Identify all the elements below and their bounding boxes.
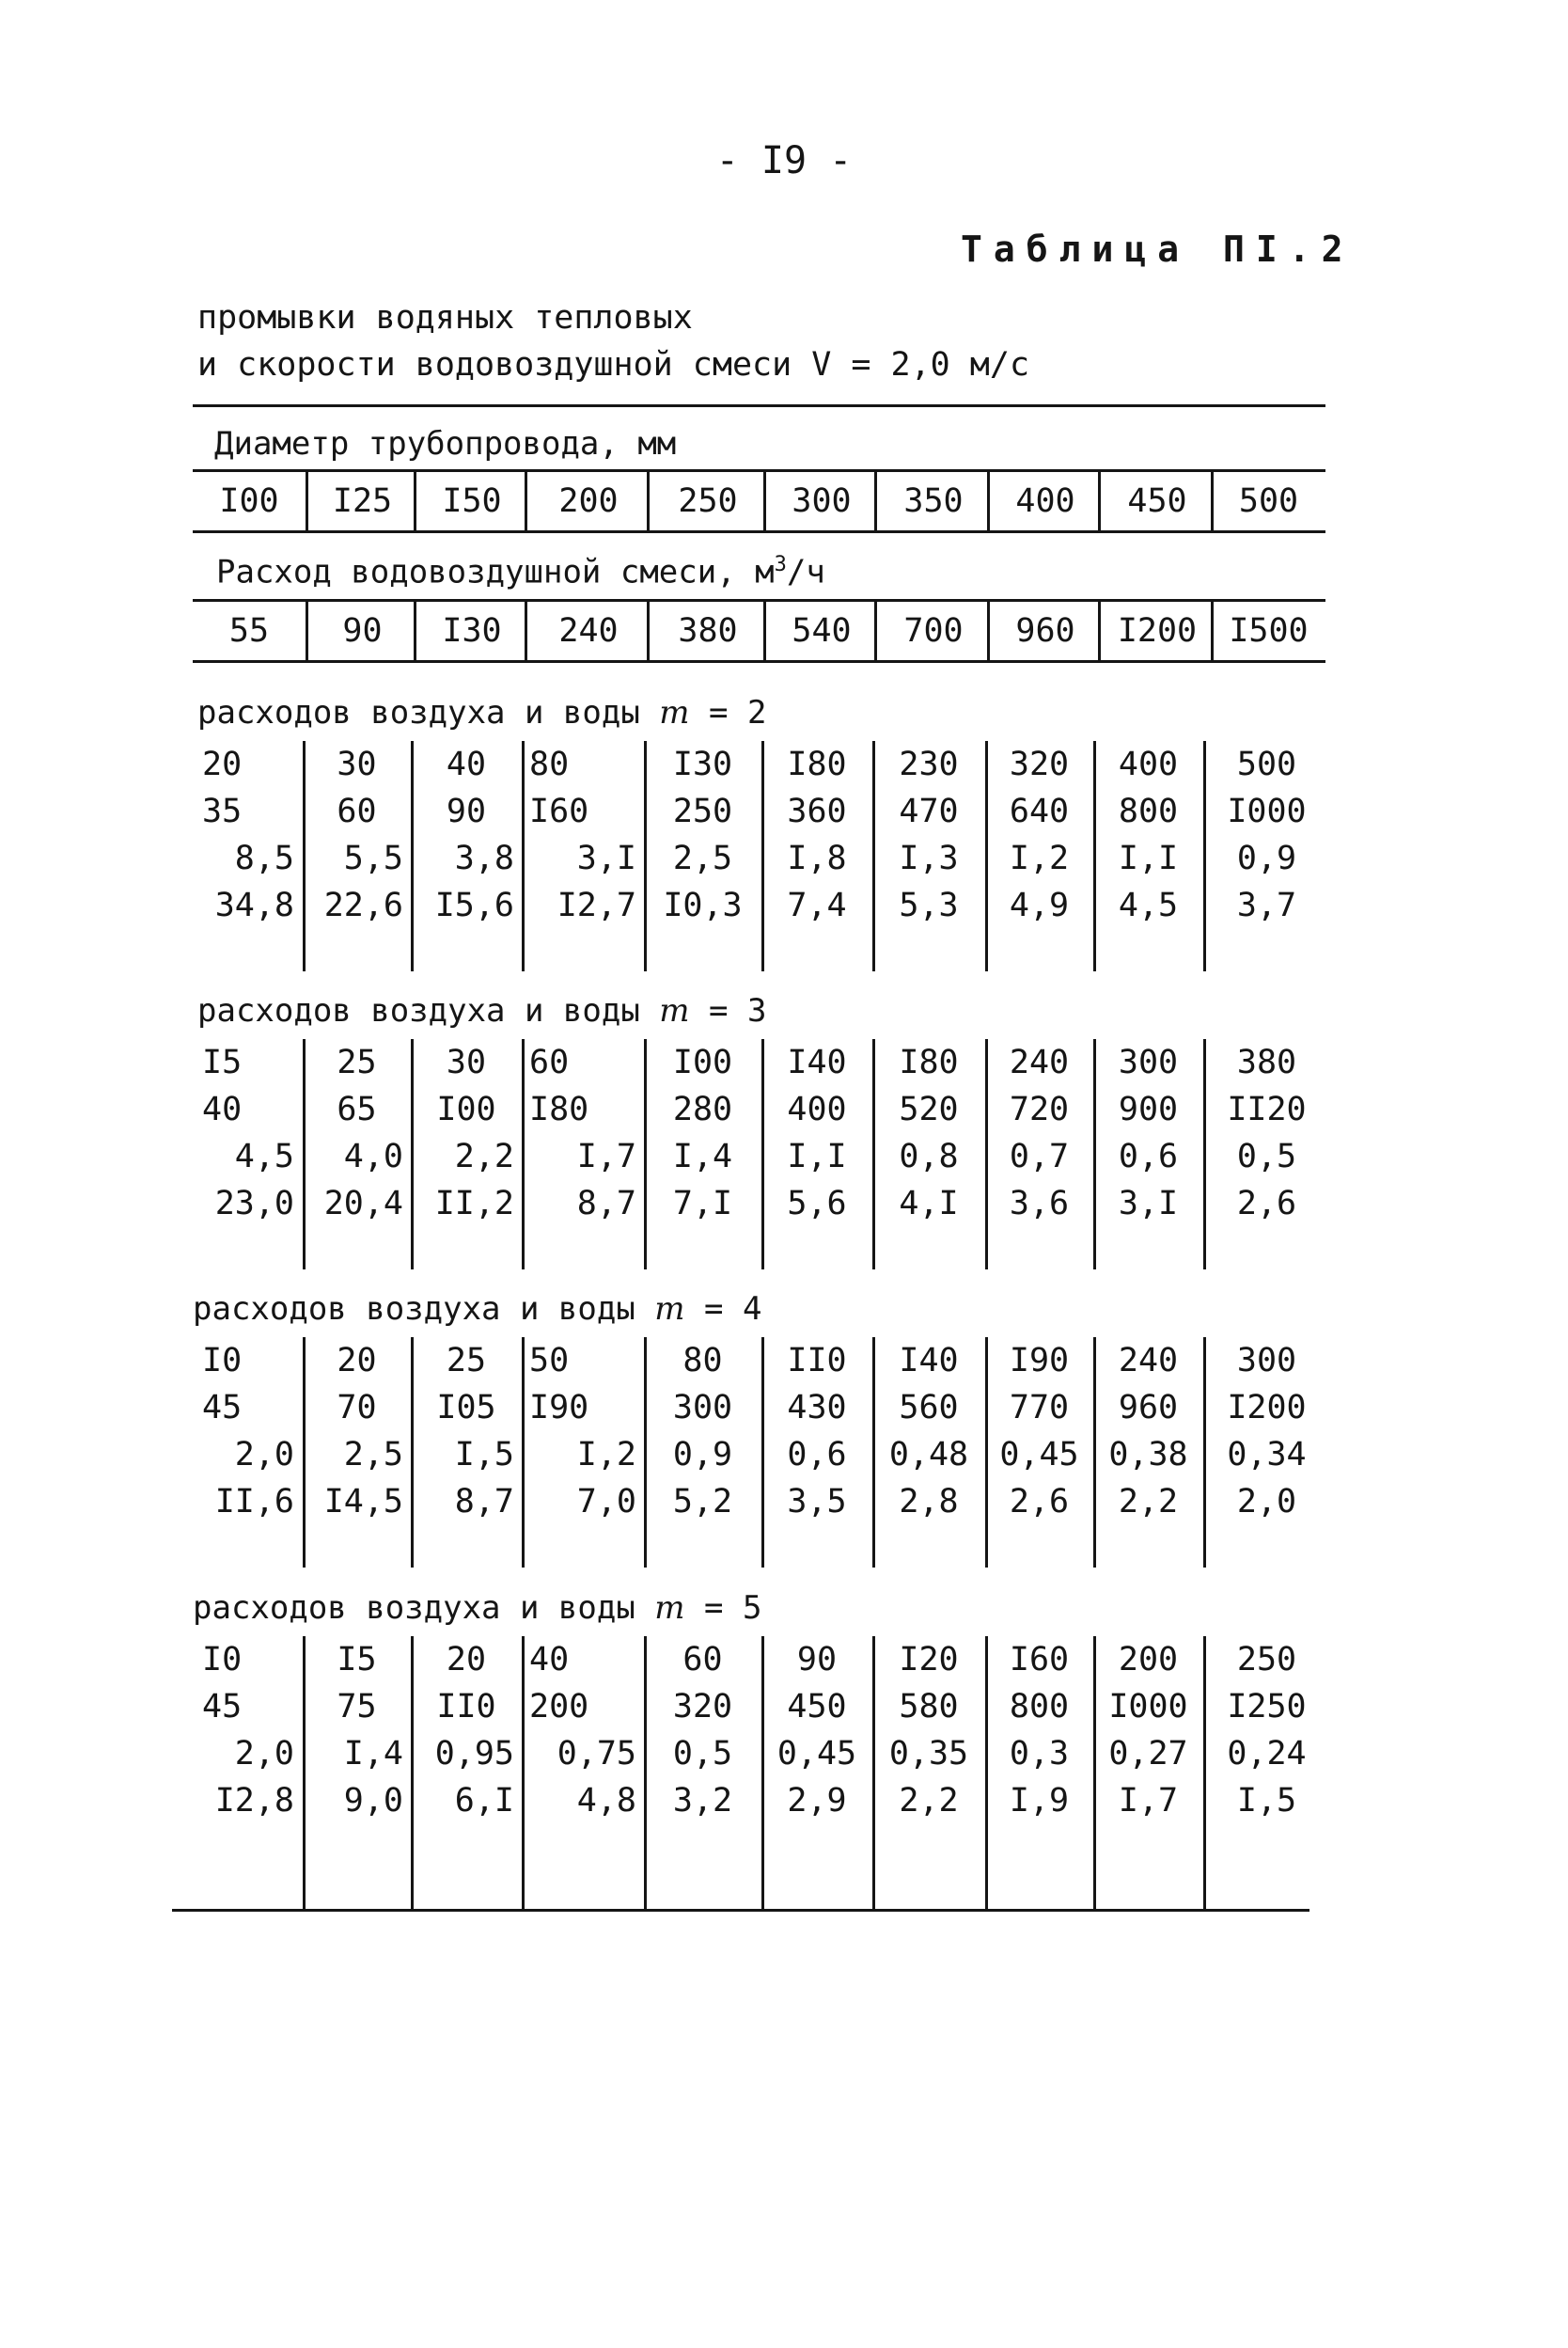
column-separator xyxy=(1093,1039,1096,1269)
table-cell: I30 xyxy=(672,746,733,783)
table-cell: I,4 xyxy=(672,1138,733,1175)
table-cell: I60 xyxy=(1009,1641,1070,1678)
section-title-text: расходов воздуха и воды xyxy=(193,1290,655,1328)
table-cell: 4,8 xyxy=(576,1782,636,1820)
section-title xyxy=(193,1589,761,1627)
table-cell: 280 xyxy=(672,1091,733,1128)
table-cell: 40 xyxy=(529,1641,570,1678)
flow-cell: 90 xyxy=(306,600,416,662)
table-cell: 770 xyxy=(1009,1389,1070,1426)
table-cell: 2,5 xyxy=(343,1436,403,1473)
table-cell: 0,95 xyxy=(434,1735,514,1773)
table-cell: 0,48 xyxy=(888,1436,969,1473)
column-separator xyxy=(761,1337,764,1568)
table-cell: 430 xyxy=(787,1389,847,1426)
table-cell: 0,35 xyxy=(888,1735,969,1773)
table-cell: 2,0 xyxy=(234,1436,294,1473)
bottom-rule xyxy=(172,1909,1309,1912)
diameter-cell: I50 xyxy=(414,470,527,532)
m-value: = 5 xyxy=(684,1589,762,1627)
column-separator xyxy=(522,1636,525,1909)
column-separator xyxy=(411,1039,414,1269)
m-symbol: m xyxy=(654,1589,685,1627)
table-cell: 80 xyxy=(529,746,570,783)
table-cell: 800 xyxy=(1009,1688,1070,1726)
flow-cell: 540 xyxy=(763,600,877,662)
flow-cell: I500 xyxy=(1211,600,1324,662)
diameter-bottom-rule xyxy=(193,530,1325,533)
table-cell: 45 xyxy=(202,1688,243,1726)
table-cell: 5,3 xyxy=(899,887,959,924)
table-cell: I,7 xyxy=(576,1138,636,1175)
column-separator xyxy=(1203,1039,1206,1269)
table-cell: 8,7 xyxy=(576,1185,636,1222)
table-cell: 23,0 xyxy=(214,1185,294,1222)
table-cell: 6,I xyxy=(454,1782,514,1820)
table-cell: 200 xyxy=(1118,1641,1179,1678)
m-symbol: m xyxy=(654,1290,685,1328)
table-cell: I05 xyxy=(436,1389,496,1426)
table-cell: 380 xyxy=(1236,1044,1297,1081)
column-separator xyxy=(985,1337,988,1568)
m-value: = 2 xyxy=(689,694,767,732)
table-cell: I0,3 xyxy=(663,887,743,924)
table-cell: 8,7 xyxy=(454,1483,514,1521)
table-cell: I,8 xyxy=(787,840,847,877)
table-cell: I5 xyxy=(337,1641,377,1678)
table-cell: II0 xyxy=(436,1688,496,1726)
table-cell: 560 xyxy=(899,1389,959,1426)
table-cell: 500 xyxy=(1236,746,1297,783)
column-separator xyxy=(644,1039,647,1269)
table-cell: I,2 xyxy=(1009,840,1070,877)
table-cell: 3,5 xyxy=(787,1483,847,1521)
table-cell: I4,5 xyxy=(323,1483,403,1521)
table-cell: II,6 xyxy=(214,1483,294,1521)
table-cell: 4,0 xyxy=(343,1138,403,1175)
table-cell: 25 xyxy=(337,1044,377,1081)
table-cell: 2,0 xyxy=(1236,1483,1297,1521)
table-cell: 300 xyxy=(1118,1044,1179,1081)
table-cell: 0,9 xyxy=(1236,840,1297,877)
diameter-row xyxy=(193,470,1321,532)
column-separator xyxy=(644,1337,647,1568)
table-cell: 20,4 xyxy=(323,1185,403,1222)
table-cell: I000 xyxy=(1108,1688,1188,1726)
table-cell: 0,27 xyxy=(1108,1735,1188,1773)
table-cell: I80 xyxy=(899,1044,959,1081)
table-cell: 450 xyxy=(787,1688,847,1726)
table-cell: 470 xyxy=(899,793,959,830)
m-value: = 3 xyxy=(689,992,767,1030)
table-cell: I,9 xyxy=(1009,1782,1070,1820)
table-cell: 720 xyxy=(1009,1091,1070,1128)
column-separator xyxy=(872,1337,875,1568)
table-cell: I0 xyxy=(202,1342,243,1379)
flow-cell: 700 xyxy=(874,600,990,662)
m-value: = 4 xyxy=(684,1290,762,1328)
column-separator xyxy=(1093,1337,1096,1568)
table-cell: 0,45 xyxy=(999,1436,1079,1473)
table-cell: 520 xyxy=(899,1091,959,1128)
table-cell: I0 xyxy=(202,1641,243,1678)
table-cell: 22,6 xyxy=(323,887,403,924)
diameter-cell: 250 xyxy=(647,470,766,532)
table-cell: 2,9 xyxy=(787,1782,847,1820)
table-cell: 0,24 xyxy=(1227,1735,1307,1773)
table-cell: 250 xyxy=(1236,1641,1297,1678)
column-separator xyxy=(644,1636,647,1909)
table-cell: 20 xyxy=(446,1641,487,1678)
table-cell: 3,6 xyxy=(1009,1185,1070,1222)
table-cell: I000 xyxy=(1227,793,1307,830)
table-cell: 2,8 xyxy=(899,1483,959,1521)
table-cell: II20 xyxy=(1227,1091,1307,1128)
column-separator xyxy=(411,741,414,971)
column-separator xyxy=(303,1039,306,1269)
table-cell: 240 xyxy=(1009,1044,1070,1081)
column-separator xyxy=(761,1039,764,1269)
diameter-cell: 350 xyxy=(874,470,990,532)
diameter-cell: 300 xyxy=(763,470,877,532)
table-cell: I250 xyxy=(1227,1688,1307,1726)
column-separator xyxy=(644,741,647,971)
section-title-text: расходов воздуха и воды xyxy=(193,1589,655,1627)
section-title xyxy=(197,992,766,1030)
table-cell: 200 xyxy=(529,1688,589,1726)
table-cell: 60 xyxy=(529,1044,570,1081)
table-cell: 35 xyxy=(202,793,243,830)
table-cell: 0,45 xyxy=(776,1735,857,1773)
flow-cell: 55 xyxy=(228,612,270,650)
table-cell: I2,7 xyxy=(557,887,636,924)
section-title xyxy=(193,1290,761,1328)
diameter-cell: I25 xyxy=(306,470,416,532)
table-cell: 34,8 xyxy=(214,887,294,924)
table-cell: 900 xyxy=(1118,1091,1179,1128)
table-cell: 800 xyxy=(1118,793,1179,830)
table-cell: 3,7 xyxy=(1236,887,1297,924)
table-cell: I80 xyxy=(787,746,847,783)
table-cell: 30 xyxy=(446,1044,487,1081)
table-cell: 300 xyxy=(1236,1342,1297,1379)
table-cell: 65 xyxy=(337,1091,377,1128)
table-cell: 90 xyxy=(446,793,487,830)
table-cell: I,5 xyxy=(454,1436,514,1473)
column-separator xyxy=(1203,1337,1206,1568)
column-separator xyxy=(985,741,988,971)
flow-label-main: Расход водовоздушной смеси, м xyxy=(216,553,775,591)
table-cell: 50 xyxy=(529,1342,570,1379)
diameter-cell: 500 xyxy=(1211,470,1324,532)
table-cell: 960 xyxy=(1118,1389,1179,1426)
table-cell: 80 xyxy=(682,1342,723,1379)
table-cell: I,3 xyxy=(899,840,959,877)
column-separator xyxy=(1093,741,1096,971)
table-title: Таблица ПI.2 xyxy=(961,228,1355,270)
section-title xyxy=(197,694,766,732)
table-cell: I80 xyxy=(529,1091,589,1128)
table-cell: I90 xyxy=(529,1389,589,1426)
table-cell: 90 xyxy=(796,1641,838,1678)
table-cell: 2,0 xyxy=(234,1735,294,1773)
table-cell: I,4 xyxy=(343,1735,403,1773)
column-separator xyxy=(872,1039,875,1269)
section-title-text: расходов воздуха и воды xyxy=(197,694,660,732)
table-cell: 0,34 xyxy=(1227,1436,1307,1473)
column-separator xyxy=(522,741,525,971)
column-separator xyxy=(303,1636,306,1909)
table-cell: 320 xyxy=(672,1688,733,1726)
column-separator xyxy=(303,741,306,971)
diameter-cell: 400 xyxy=(987,470,1101,532)
flow-cell: 960 xyxy=(987,600,1101,662)
column-separator xyxy=(985,1039,988,1269)
table-cell: I200 xyxy=(1227,1389,1307,1426)
table-cell: 400 xyxy=(787,1091,847,1128)
table-cell: 320 xyxy=(1009,746,1070,783)
table-cell: 3,I xyxy=(576,840,636,877)
heading-line-1: промывки водяных тепловых xyxy=(197,299,693,337)
table-cell: 0,8 xyxy=(899,1138,959,1175)
table-cell: I20 xyxy=(899,1641,959,1678)
table-cell: 7,I xyxy=(672,1185,733,1222)
table-cell: 580 xyxy=(899,1688,959,1726)
column-separator xyxy=(761,741,764,971)
table-cell: 60 xyxy=(682,1641,723,1678)
column-separator xyxy=(872,1636,875,1909)
table-cell: 4,5 xyxy=(234,1138,294,1175)
flow-bottom-rule xyxy=(193,660,1325,663)
m-symbol: m xyxy=(659,694,690,732)
flow-cell: I30 xyxy=(414,600,527,662)
table-cell: I2,8 xyxy=(214,1782,294,1820)
table-cell: I5 xyxy=(202,1044,243,1081)
table-cell: I,5 xyxy=(1236,1782,1297,1820)
m-symbol: m xyxy=(659,992,690,1030)
table-cell: 2,2 xyxy=(454,1138,514,1175)
table-cell: 300 xyxy=(672,1389,733,1426)
flow-row xyxy=(193,600,1321,662)
table-cell: 0,5 xyxy=(672,1735,733,1773)
table-cell: 40 xyxy=(202,1091,243,1128)
table-cell: 0,9 xyxy=(672,1436,733,1473)
table-cell: 25 xyxy=(446,1342,487,1379)
table-cell: 0,38 xyxy=(1108,1436,1188,1473)
table-cell: 3,2 xyxy=(672,1782,733,1820)
column-separator xyxy=(1203,741,1206,971)
table-cell: 3,8 xyxy=(454,840,514,877)
table-cell: 4,5 xyxy=(1118,887,1179,924)
table-cell: I40 xyxy=(787,1044,847,1081)
flow-label xyxy=(216,553,825,591)
table-cell: 20 xyxy=(337,1342,377,1379)
table-cell: 7,0 xyxy=(576,1483,636,1521)
table-cell: 240 xyxy=(1118,1342,1179,1379)
table-cell: 360 xyxy=(787,793,847,830)
table-cell: I,7 xyxy=(1118,1782,1179,1820)
table-cell: 3,I xyxy=(1118,1185,1179,1222)
column-separator xyxy=(761,1636,764,1909)
column-separator xyxy=(411,1337,414,1568)
table-cell: 70 xyxy=(337,1389,377,1426)
table-cell: 2,5 xyxy=(672,840,733,877)
flow-cell: 380 xyxy=(647,600,766,662)
table-cell: 5,2 xyxy=(672,1483,733,1521)
section-title-text: расходов воздуха и воды xyxy=(197,992,660,1030)
diameter-cell: 200 xyxy=(525,470,650,532)
column-separator xyxy=(872,741,875,971)
table-cell: 9,0 xyxy=(343,1782,403,1820)
table-cell: I40 xyxy=(899,1342,959,1379)
heading-line-2: и скорости водовоздушной смеси V = 2,0 м/с xyxy=(197,346,1030,384)
table-cell: I5,6 xyxy=(434,887,514,924)
table-cell: 2,6 xyxy=(1009,1483,1070,1521)
table-cell: 2,6 xyxy=(1236,1185,1297,1222)
diameter-label: Диаметр трубопровода, мм xyxy=(214,425,677,463)
table-cell: I60 xyxy=(529,793,589,830)
table-cell: 40 xyxy=(446,746,487,783)
column-separator xyxy=(522,1039,525,1269)
column-separator xyxy=(522,1337,525,1568)
table-cell: I,I xyxy=(787,1138,847,1175)
table-cell: 5,6 xyxy=(787,1185,847,1222)
table-cell: 75 xyxy=(337,1688,377,1726)
page-number: - I9 - xyxy=(715,139,853,182)
column-separator xyxy=(411,1636,414,1909)
table-cell: I,2 xyxy=(576,1436,636,1473)
table-cell: 2,2 xyxy=(1118,1483,1179,1521)
table-cell: II,2 xyxy=(434,1185,514,1222)
table-cell: II0 xyxy=(787,1342,847,1379)
table-cell: 4,9 xyxy=(1009,887,1070,924)
diameter-cell: I00 xyxy=(219,482,279,520)
table-cell: 20 xyxy=(202,746,243,783)
table-cell: I00 xyxy=(436,1091,496,1128)
table-cell: 400 xyxy=(1118,746,1179,783)
column-separator xyxy=(303,1337,306,1568)
table-cell: 0,75 xyxy=(557,1735,636,1773)
table-cell: 7,4 xyxy=(787,887,847,924)
table-cell: 250 xyxy=(672,793,733,830)
table-cell: 0,3 xyxy=(1009,1735,1070,1773)
flow-cell: 240 xyxy=(525,600,650,662)
table-cell: 60 xyxy=(337,793,377,830)
table-cell: I,I xyxy=(1118,840,1179,877)
table-cell: 640 xyxy=(1009,793,1070,830)
diameter-cell: 450 xyxy=(1098,470,1214,532)
column-separator xyxy=(1093,1636,1096,1909)
table-cell: 30 xyxy=(337,746,377,783)
table-cell: 5,5 xyxy=(343,840,403,877)
table-cell: 0,5 xyxy=(1236,1138,1297,1175)
table-cell: I00 xyxy=(672,1044,733,1081)
top-rule xyxy=(193,404,1325,407)
flow-cell: I200 xyxy=(1098,600,1214,662)
column-separator xyxy=(985,1636,988,1909)
table-cell: 0,6 xyxy=(1118,1138,1179,1175)
flow-label-sup: 3 xyxy=(774,553,787,576)
column-separator xyxy=(1203,1636,1206,1909)
table-cell: I90 xyxy=(1009,1342,1070,1379)
table-cell: 45 xyxy=(202,1389,243,1426)
table-cell: 0,6 xyxy=(787,1436,847,1473)
table-cell: 4,I xyxy=(899,1185,959,1222)
flow-label-end: /ч xyxy=(786,553,825,591)
table-cell: 2,2 xyxy=(899,1782,959,1820)
table-cell: 0,7 xyxy=(1009,1138,1070,1175)
table-cell: 8,5 xyxy=(234,840,294,877)
table-cell: 230 xyxy=(899,746,959,783)
